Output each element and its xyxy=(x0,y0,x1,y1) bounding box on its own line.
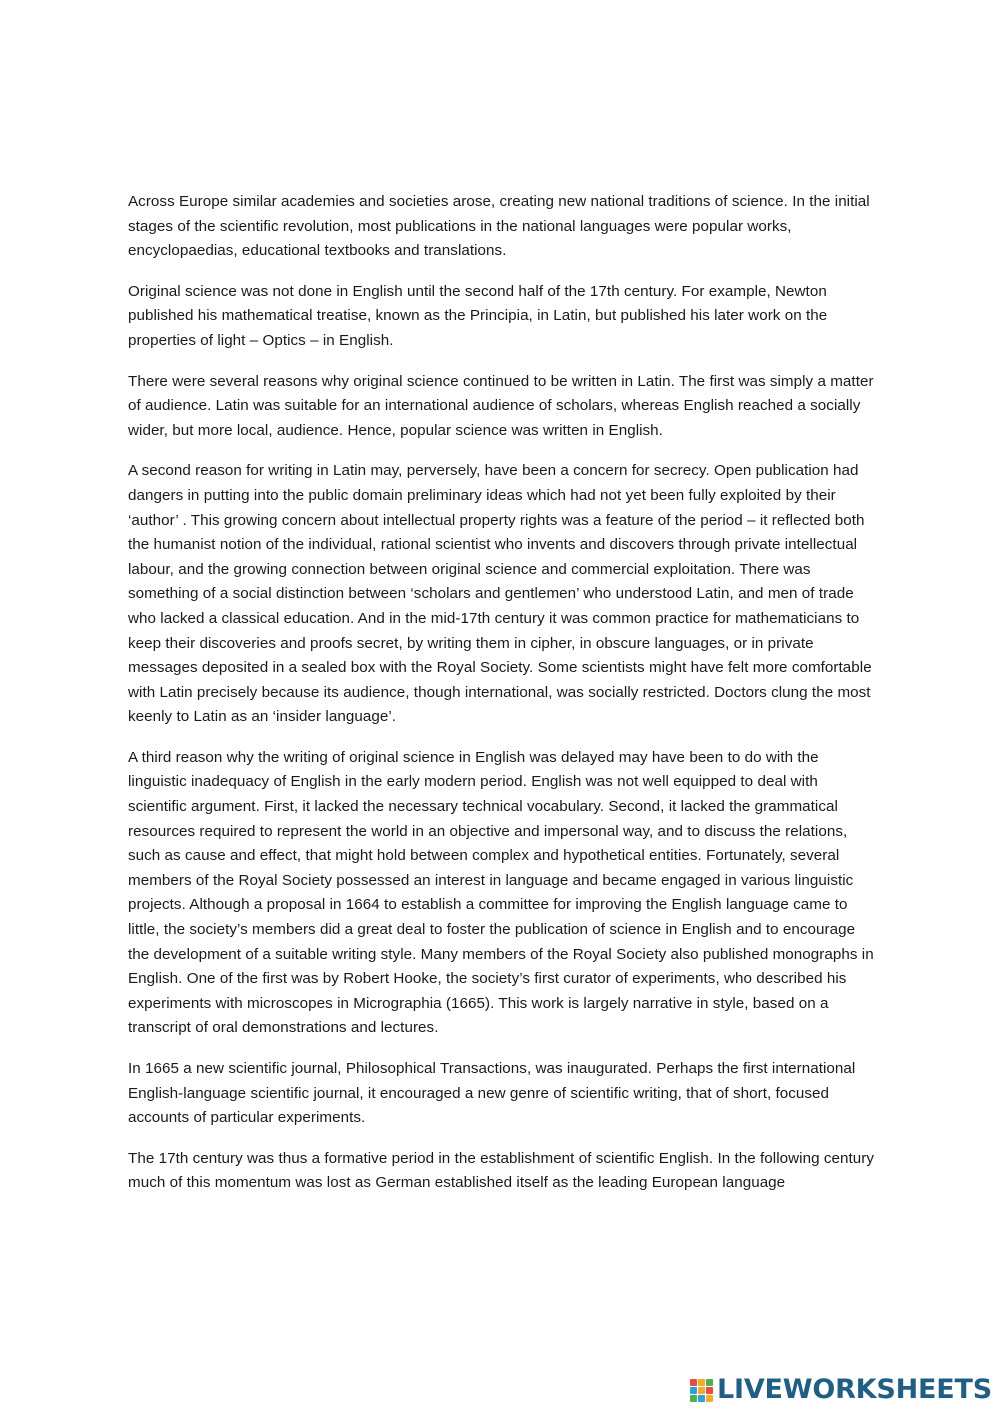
logo-square xyxy=(698,1395,705,1402)
paragraph-4: A second reason for writing in Latin may, perversely, have been a concern for secrecy. Open publication had dangers in putting into the public domain preliminary ideas which had not yet been fully exploited by their ‘author’ . This growing concern about intellectual property rights was a feature of the period – it reflected both the humanist notion of the individual, rational scientist who invents and discovers through private intellectual labour, and the growing connection between original science and commercial exploitation. There was something of a social distinction between ‘scholars and gentlemen’ who understood Latin, and men of trade who lacked a classical education. And in the mid-17th century it was common practice for mathematicians to keep their discoveries and proofs secret, by writing them in cipher, in obscure languages, or in private messages deposited in a sealed box with the Royal Society. Some scientists might have felt more comfortable with Latin precisely because its audience, though international, was socially restricted. Doctors clung the most keenly to Latin as an ‘insider language’. xyxy=(128,462,872,726)
paragraph-7: The 17th century was thus a formative period in the establishment of scientific English. In the following century much of this momentum was lost as German established itself as the leading European language xyxy=(128,1149,875,1192)
logo-square xyxy=(706,1387,713,1394)
liveworksheets-logo-icon xyxy=(690,1379,713,1402)
logo-square xyxy=(706,1395,713,1402)
logo-square xyxy=(690,1379,697,1386)
liveworksheets-brand xyxy=(690,1375,992,1405)
paragraph-5: A third reason why the writing of original science in English was delayed may have been to do with the linguistic inadequacy of English in the early modern period. English was not well equipped to deal with scientific argument. First, it lacked the necessary technical vocabulary. Second, it lacked the grammatical resources required to represent the world in an objective and impersonal way, and to discuss the relations, such as cause and effect, that might hold between complex and hypothetical entities. Fortunately, several members of the Royal Society possessed an interest in language and became engaged in various linguistic projects. Although a proposal in 1664 to establish a committee for improving the English language came to little, the society’s members did a great deal to foster the publication of science in English and to encourage the development of a suitable writing style. Many members of the Royal Society also published monographs in English. One of the first was by Robert Hooke, the society’s first curator of experiments, who described his experiments with microscopes in Micrographia (1665). This work is largely narrative in style, based on a transcript of oral demonstrations and lectures. xyxy=(128,748,874,1037)
paragraph-6: In 1665 a new scientific journal, Philosophical Transactions, was inaugurated. Perhaps the first international English-language scientific journal, it encouraged a new genre of scientific writing, that of short, focused accounts of particular experiments. xyxy=(128,1060,856,1127)
logo-square xyxy=(690,1387,697,1394)
logo-square xyxy=(690,1395,697,1402)
document-body xyxy=(128,190,876,1212)
paragraph-1: Across Europe similar academies and societies arose, creating new national traditions of science. In the initial stages of the scientific revolution, most publications in the national languages were popular works, encyclopaedias, educational textbooks and translations. xyxy=(128,193,870,260)
paragraph-3: There were several reasons why original science continued to be written in Latin. The first was simply a matter of audience. Latin was suitable for an international audience of scholars, whereas English reached a socially wider, but more local, audience. Hence, popular science was written in English. xyxy=(128,372,874,439)
logo-square xyxy=(698,1387,705,1394)
paragraph-2: Original science was not done in English until the second half of the 17th century. For example, Newton published his mathematical treatise, known as the Principia, in Latin, but published his later work on the properties of light – Optics – in English. xyxy=(128,282,828,349)
logo-square xyxy=(698,1379,705,1386)
liveworksheets-logo-text: LIVEWORKSHEETS xyxy=(716,1374,992,1405)
logo-square xyxy=(706,1379,713,1386)
